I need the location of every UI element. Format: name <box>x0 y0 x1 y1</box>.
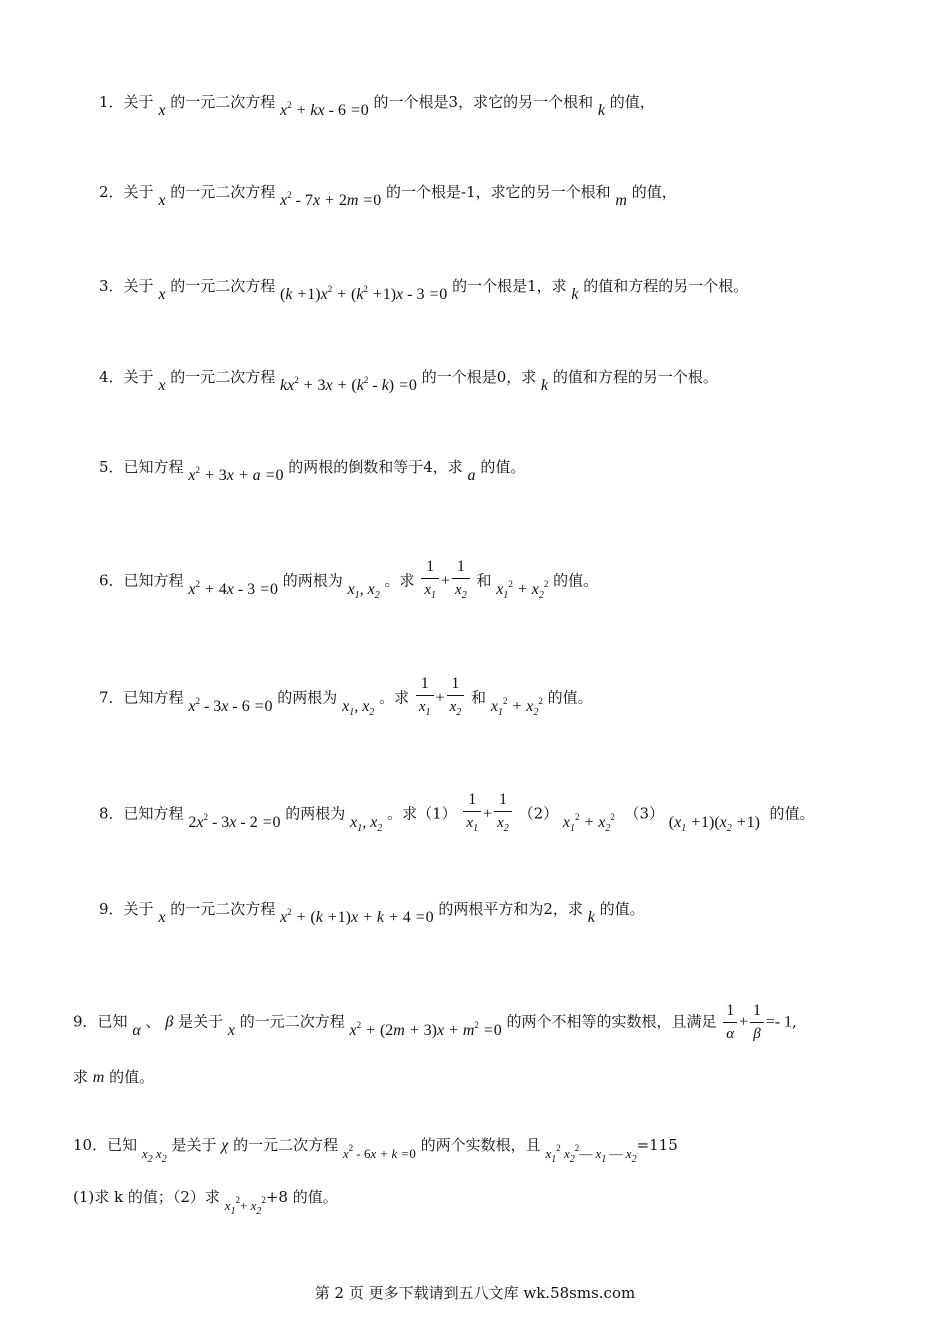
roots: $x_1$, $x_2$ <box>350 813 383 834</box>
problem-2 <box>99 176 677 209</box>
text: 。求 <box>379 688 410 707</box>
roots: $x_1$, $x_2$ <box>347 580 380 601</box>
text: 的一个根是-1，求它的另一个根和 <box>386 183 611 201</box>
text: 。求（1） <box>387 804 457 823</box>
text: 的值。 <box>769 804 815 823</box>
problem-7: 7．已知方程 $x^2 - 3x - 6 =0$ 的两根为 $x_1$, $x_2$ 。求 $\frac{1}{x_1}$ + $\frac{1}{x_2}$ 和 $x_1^2 + x_2^2$ 的值。 <box>99 673 593 724</box>
text: 的两根的倒数和等于4，求 <box>288 458 463 476</box>
text: 的两根为 <box>282 571 343 590</box>
text: =115 <box>636 1136 678 1154</box>
problem-10-cont <box>73 1181 338 1215</box>
math-var: x <box>158 909 166 926</box>
problem-number: 10．已知 <box>73 1136 138 1154</box>
text: 、 <box>145 1012 161 1031</box>
equation: $x^2 - 7x + 2m =0$ <box>280 190 382 209</box>
math-var: x <box>158 192 166 209</box>
expression: $x_1^2+ x_2^2$ <box>224 1195 266 1217</box>
fraction: $\frac{1}{\alpha}$ <box>723 1000 737 1045</box>
fraction: $\frac{1}{x_1}$ <box>416 673 434 724</box>
problem-9b-cont <box>73 1066 154 1089</box>
equation: $x^2 - 6x + k =0$ <box>342 1143 416 1161</box>
problem-number: 9．关于 <box>99 900 154 918</box>
fraction: $\frac{1}{x_1}$ <box>463 789 481 840</box>
problem-9b: 9．已知 α 、 β 是关于 x 的一元二次方程 $x^2 + (2m + 3)x + m^2 =0$ 的两个不相等的实数根，且满足 $\frac{1}{\alpha}$ + $\frac{1}{\beta}$ =- 1, <box>73 1000 797 1045</box>
equation: $x^2 - 3x - 6 =0$ <box>188 695 273 715</box>
text: 的值。 <box>547 688 593 707</box>
text: 的值。 <box>480 458 526 476</box>
fraction: $\frac{1}{x_1}$ <box>421 556 439 607</box>
math-var: x <box>227 1021 235 1039</box>
text: 求 <box>73 1068 89 1086</box>
problem-4 <box>99 361 718 394</box>
text: 的两根平方和为2，求 <box>438 900 583 918</box>
text: +8 的值。 <box>265 1188 338 1206</box>
roots: $x_1$, $x_2$ <box>342 697 375 718</box>
problem-number: 9．已知 <box>73 1012 128 1031</box>
text: 的两根为 <box>285 804 346 823</box>
math-var: k <box>541 377 549 394</box>
problem-number: 1．关于 <box>99 93 154 111</box>
math-var: x <box>158 286 166 303</box>
expression: $x_1^2 + x_2^2$ <box>496 578 549 601</box>
fraction: $\frac{1}{x_2}$ <box>452 556 470 607</box>
text: 的一个根是0，求 <box>421 368 537 386</box>
equation: $2x^2 - 3x - 2 =0$ <box>188 811 281 831</box>
fraction: $\frac{1}{x_2}$ <box>494 789 512 840</box>
equation: $x^2 + (2m + 3)x + m^2 =0$ <box>349 1019 502 1039</box>
condition-expression: $x_1^2$ $x_2^2—$ $x_1$ — $x_2$ <box>545 1143 637 1165</box>
math-var: β <box>165 1013 174 1031</box>
math-var: k <box>597 102 605 119</box>
math-var: k <box>587 909 595 926</box>
problem-number: 2．关于 <box>99 183 154 201</box>
math-var: m <box>92 1069 105 1086</box>
text: 和 <box>471 688 487 707</box>
problem-number: 6．已知方程 <box>99 571 184 590</box>
page-footer: 第 2 页 更多下载请到五八文库 wk.58sms.com <box>314 1284 636 1302</box>
problem-number: 7．已知方程 <box>99 688 184 707</box>
text: 的一元二次方程 <box>170 277 276 295</box>
expression: $x_1^2 + x_2^2$ <box>562 811 615 834</box>
text: （2） <box>518 804 559 823</box>
text: 的一元二次方程 <box>233 1136 339 1154</box>
text: 的两个不相等的实数根，且满足 <box>506 1012 717 1031</box>
text: 是关于 <box>178 1012 224 1031</box>
expression: $x_1^2 + x_2^2$ <box>490 695 543 718</box>
text: 的两个实数根，且 <box>420 1136 541 1154</box>
math-var: k <box>571 286 579 303</box>
text: 的值， <box>609 93 655 111</box>
text: 的值， <box>631 183 677 201</box>
math-var: α <box>132 1021 141 1039</box>
math-var: χ <box>221 1137 229 1154</box>
problem-number: 4．关于 <box>99 368 154 386</box>
roots: $x_2$ $x_2$ <box>141 1146 167 1165</box>
equation: $kx^2 + 3x + (k^2 - k) =0$ <box>280 375 417 394</box>
text: 和 <box>476 571 492 590</box>
text: 的一元二次方程 <box>239 1012 345 1031</box>
text: 是关于 <box>171 1136 217 1154</box>
text: 的一元二次方程 <box>170 900 276 918</box>
equation: $x^2 + 3x + a =0$ <box>188 465 284 484</box>
problem-1 <box>99 86 655 119</box>
text: 的值。 <box>599 900 645 918</box>
problem-6: 6．已知方程 $x^2 + 4x - 3 =0$ 的两根为 $x_1$, $x_2$ 。求 $\frac{1}{x_1}$ + $\frac{1}{x_2}$ 和 $x_1^2 + x_2^2$ 的值。 <box>99 556 598 607</box>
fraction: $\frac{1}{x_2}$ <box>447 673 465 724</box>
fraction: $\frac{1}{\beta}$ <box>750 1000 763 1045</box>
text: 的值。 <box>553 571 599 590</box>
text: 的值和方程的另一个根。 <box>583 277 749 295</box>
expression: $(x_1 +1)(x_2 +1)$ <box>668 813 760 834</box>
problem-3 <box>99 270 749 303</box>
text: 的两根为 <box>277 688 338 707</box>
math-var: a <box>467 467 476 484</box>
equation: $(k +1)x^2 + (k^2 +1)x - 3 =0$ <box>280 284 448 303</box>
math-var: x <box>158 377 166 394</box>
problem-10 <box>73 1129 678 1163</box>
problem-number: 8．已知方程 <box>99 804 184 823</box>
text: 的一元二次方程 <box>170 93 276 111</box>
problem-number: 5．已知方程 <box>99 458 184 476</box>
problem-5 <box>99 451 526 484</box>
text: 的一元二次方程 <box>170 183 276 201</box>
text: 的一个根是1，求 <box>452 277 567 295</box>
text: 。求 <box>384 571 415 590</box>
math-var: x <box>158 102 166 119</box>
text: 的一元二次方程 <box>170 368 276 386</box>
text: 的一个根是3，求它的另一个根和 <box>373 93 594 111</box>
text: 的值。 <box>109 1068 155 1086</box>
equation: $x^2 + 4x - 3 =0$ <box>188 578 278 598</box>
text: 的值和方程的另一个根。 <box>552 368 718 386</box>
equation: $x^2$ + kx - 6 =0 <box>280 100 369 119</box>
problem-8: 8．已知方程 $2x^2 - 3x - 2 =0$ 的两根为 $x_1$, $x_2$ 。求（1） $\frac{1}{x_1}$ + $\frac{1}{x_2}$ （2） $x_1^2 + x_2^2$ （3） $(x_1 +1)(x_2 +1)$ 的值。 <box>99 789 814 840</box>
text: （3） <box>624 804 664 823</box>
problem-9 <box>99 893 645 926</box>
math-var: m <box>615 192 627 209</box>
equation: $x^2 + (k +1)x + k + 4 =0$ <box>280 907 434 926</box>
text: (1)求 k 的值；（2）求 <box>73 1188 220 1206</box>
problem-number: 3．关于 <box>99 277 154 295</box>
